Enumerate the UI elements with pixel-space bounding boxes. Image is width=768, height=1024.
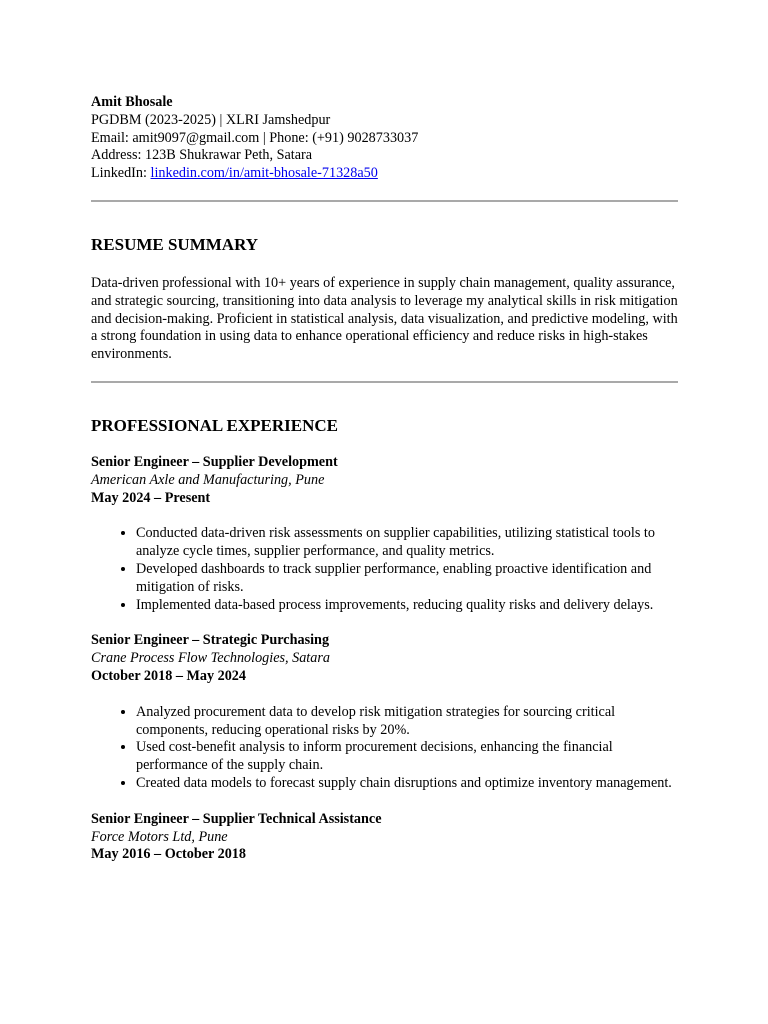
job-entry xyxy=(91,632,681,792)
contact-header xyxy=(91,94,681,183)
job-company: Force Motors Ltd, Pune xyxy=(91,828,228,845)
linkedin-line xyxy=(91,165,681,183)
list-item: • Implemented data-based process improvements, reducing quality risks and delivery delays. xyxy=(136,597,681,615)
experience-heading: PROFESSIONAL EXPERIENCE xyxy=(91,415,339,435)
job-title: Senior Engineer – Supplier Development xyxy=(91,453,338,470)
job-dates: May 2024 – Present xyxy=(91,489,211,506)
summary-text: Data-driven professional with 10+ years of experience in supply chain management, quality assurance, and strategic sourcing, transitioning into data analysis to leverage my analytical skills in risk mitigation and decision-making. Proficient in statistical analysis, data visualization, and predictive modeling, with a strong foundation in using data to enhance operational efficiency and reduce risks in high-stakes environments. xyxy=(91,274,678,363)
job-company: Crane Process Flow Technologies, Satara xyxy=(91,650,330,667)
list-item: • Analyzed procurement data to develop risk mitigation strategies for sourcing critical components, reducing operational risks by 20%. xyxy=(136,704,681,740)
summary-heading: RESUME SUMMARY xyxy=(91,234,259,254)
job-title: Senior Engineer – Supplier Technical Assistance xyxy=(91,810,382,827)
job-bullets xyxy=(91,525,681,614)
job-dates: October 2018 – May 2024 xyxy=(91,667,246,684)
divider-rule xyxy=(91,200,678,202)
education-line: PGDBM (2023-2025) | XLRI Jamshedpur xyxy=(91,111,331,128)
list-item: • Used cost-benefit analysis to inform procurement decisions, enhancing the financial performance of the supply chain. xyxy=(136,739,681,775)
job-title: Senior Engineer – Strategic Purchasing xyxy=(91,632,330,649)
candidate-name: Amit Bhosale xyxy=(91,94,173,110)
list-item: • Created data models to forecast supply chain disruptions and optimize inventory management. xyxy=(136,775,681,793)
job-entry xyxy=(91,454,681,614)
linkedin-link[interactable]: linkedin.com/in/amit-bhosale-71328a50 xyxy=(150,165,378,182)
job-dates: May 2016 – October 2018 xyxy=(91,846,246,863)
linkedin-label: LinkedIn: xyxy=(91,165,151,182)
address-line: Address: 123B Shukrawar Peth, Satara xyxy=(91,147,313,164)
job-entry xyxy=(91,811,681,864)
list-item: • Developed dashboards to track supplier performance, enabling proactive identification and mitigation of risks. xyxy=(136,561,681,597)
list-item: • Conducted data-driven risk assessments on supplier capabilities, utilizing statistical tools to analyze cycle times, supplier performance, and quality metrics. xyxy=(136,525,681,561)
contact-line: Email: amit9097@gmail.com | Phone: (+91) 9028733037 xyxy=(91,129,419,146)
divider-rule xyxy=(91,381,678,383)
job-company: American Axle and Manufacturing, Pune xyxy=(91,471,325,488)
job-bullets xyxy=(91,704,681,793)
resume-content xyxy=(91,94,681,864)
